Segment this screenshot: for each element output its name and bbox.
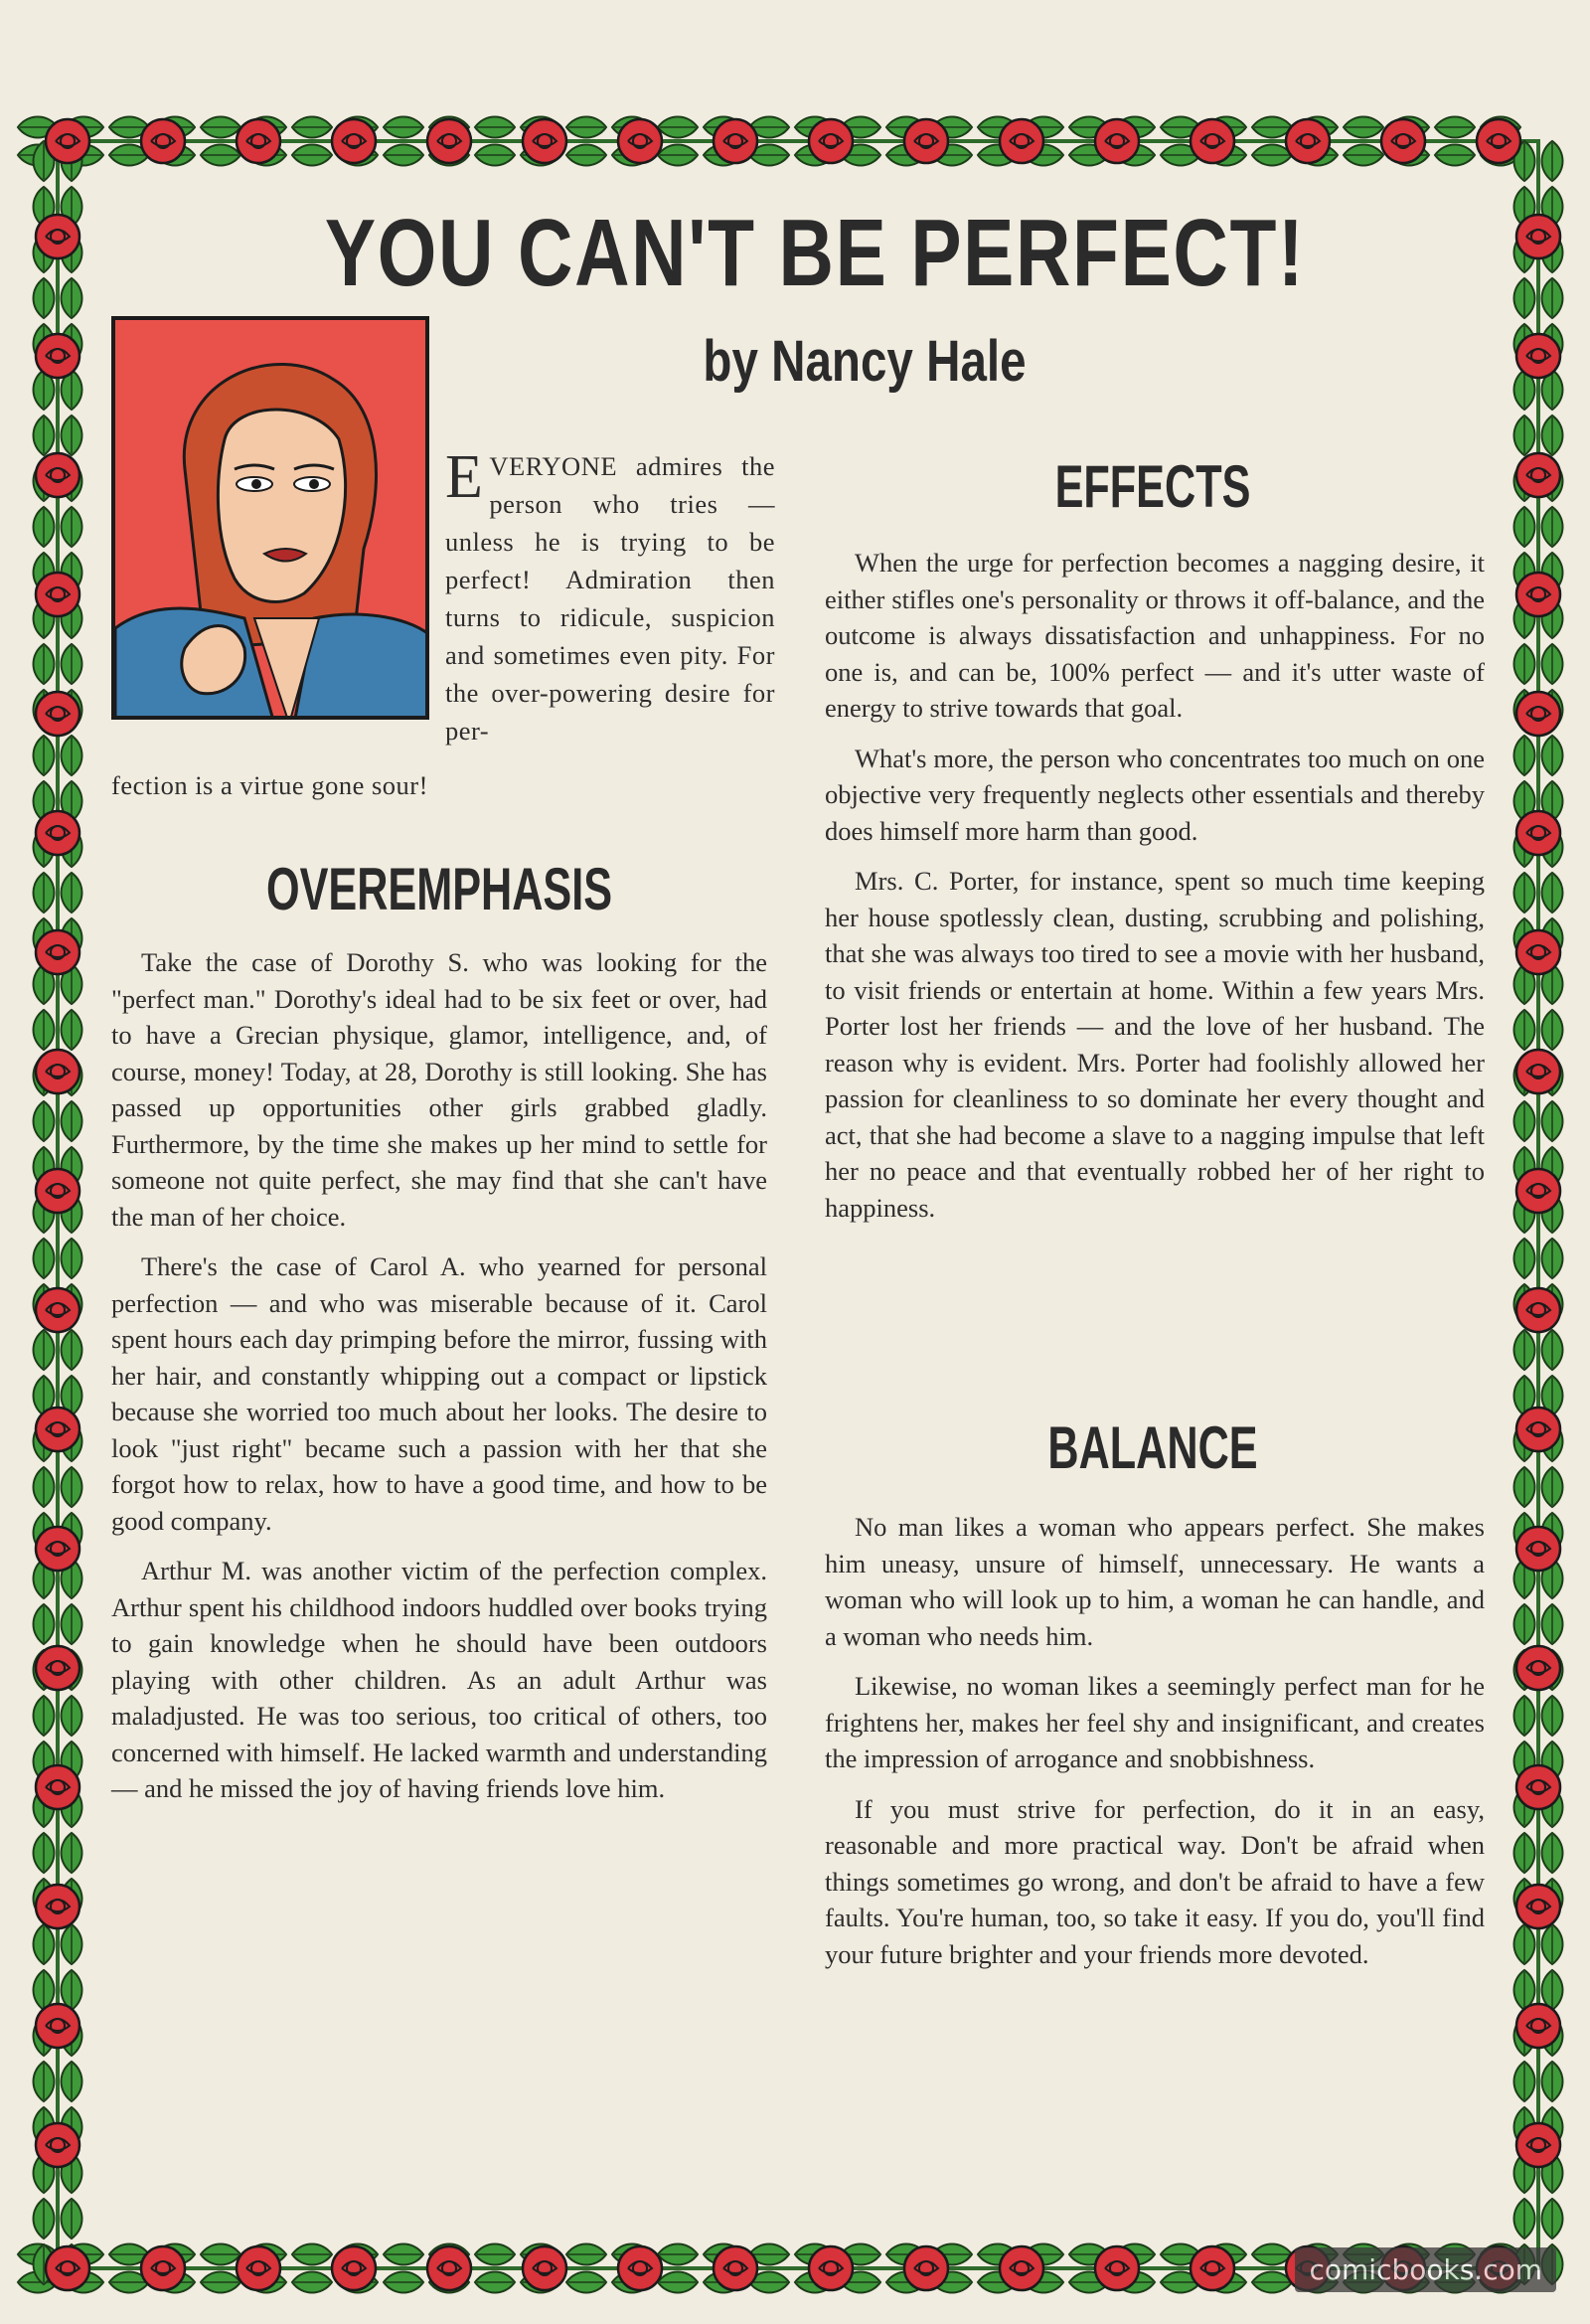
leaf	[1514, 873, 1535, 913]
leaf	[1542, 2199, 1563, 2239]
paragraph-balance-2: Likewise, no woman likes a seemingly perfect man for he frightens her, makes her feel shy and insignificant, and creates the impression of arrogance and snobbishness.	[825, 1671, 1485, 1773]
rose	[714, 119, 757, 163]
leaf	[62, 1604, 82, 1644]
rose	[1516, 1765, 1560, 1809]
rose	[36, 1169, 80, 1213]
rose	[1191, 2246, 1234, 2290]
leaf	[1514, 736, 1535, 775]
leaf	[566, 2244, 606, 2265]
rose	[523, 119, 566, 163]
leaf	[62, 736, 82, 775]
leaf	[1542, 1239, 1563, 1278]
leaf	[1542, 736, 1563, 775]
leaf	[62, 1239, 82, 1278]
leaf	[1542, 141, 1563, 181]
rose	[904, 119, 948, 163]
leaf	[1514, 1010, 1535, 1050]
leaf	[1514, 1696, 1535, 1736]
rose	[1516, 1050, 1560, 1093]
leaf	[34, 507, 55, 547]
rose	[1516, 692, 1560, 736]
leaf	[1435, 117, 1475, 138]
leaf	[1514, 1330, 1535, 1370]
leaf	[1542, 873, 1563, 913]
rose	[36, 453, 80, 497]
rose	[36, 1288, 80, 1332]
woman-portrait-illustration	[111, 316, 429, 720]
paragraph-effects-2: What's more, the person who concentrates too much on one objective very frequently neglects other essentials and thereby does himself more harm than good.	[825, 743, 1485, 846]
leaf	[658, 2244, 698, 2265]
rose	[1516, 2004, 1560, 2048]
paragraph-balance-3: If you must strive for perfection, do it in an easy, reasonable and more practical way. Don't be afraid when things sometimes go wrong, and don't be afraid to have a few faults. You're human, too, so take it easy. If you do, you'll find your future brighter and your friends more devoted.	[825, 1793, 1485, 1969]
leaf	[62, 278, 82, 318]
leaf	[34, 1833, 55, 1873]
paragraph-effects-1: When the urge for perfection becomes a nagging desire, it either stifles one's personality or throws it off-balance, and the outcome is always dissatisfaction and unhappiness. For no one is, and can be, 100% perfect — and it's utter waste of energy to strive towards that goal.	[825, 548, 1485, 723]
rose	[332, 119, 376, 163]
heading-effects: EFFECTS	[1054, 453, 1251, 520]
rose	[1516, 453, 1560, 497]
leaf	[34, 1101, 55, 1141]
intro-text: VERYONE admires the person who tries — unless he is trying to be perfect! Admiration then turns to ridicule, suspicion and sometimes even pity. For the over-powering desire for per-	[445, 451, 775, 746]
leaf	[658, 145, 698, 166]
leaf	[1542, 1101, 1563, 1141]
rose	[36, 1765, 80, 1809]
rose	[1477, 119, 1520, 163]
leaf	[658, 2272, 698, 2293]
leaf	[1542, 1604, 1563, 1644]
leaf	[292, 2244, 332, 2265]
rose	[618, 2246, 662, 2290]
rose	[427, 2246, 471, 2290]
leaf	[384, 2244, 423, 2265]
column-right-effects	[825, 545, 1485, 1240]
rose	[1095, 2246, 1139, 2290]
leaf	[34, 736, 55, 775]
leaf	[292, 2272, 332, 2293]
leaf	[62, 873, 82, 913]
rose	[1191, 119, 1234, 163]
rose	[237, 119, 280, 163]
leaf	[1542, 278, 1563, 318]
rose	[36, 1646, 80, 1690]
rose	[141, 2246, 185, 2290]
rose	[36, 811, 80, 855]
leaf	[475, 117, 515, 138]
rose	[714, 2246, 757, 2290]
leaf	[34, 1696, 55, 1736]
rose	[809, 119, 853, 163]
leaf	[1542, 1696, 1563, 1736]
paragraph-dorothy: Take the case of Dorothy S. who was looking for the "perfect man." Dorothy's ideal had to be six feet or over, had to have a Grecian physique, glamor, intelligence, and, of course, money! Today, at 28, Dorothy is still looking. She has passed up opportunities other girls grabbed gladly. Furthermore, by the time she makes up her mind to settle for someone not quite perfect, she may find that she can't have the man of her choice.	[111, 947, 767, 1232]
paragraph-porter: Mrs. C. Porter, for instance, spent so much time keeping her house spotlessly clean, dusting, scrubbing and polishing, that she was always too tired to see a movie with her husband, to visit friends or entertain at home. Within a few years Mrs. Porter lost her friends — and the love of her husband. The reason why is evident. Mrs. Porter had foolishly allowed her passion for cleanliness to so dominate her every thought and act, that she had become a slave to a nagging impulse that left her no peace and that eventually robbed her of her right to happiness.	[825, 866, 1485, 1223]
rose	[1516, 215, 1560, 258]
leaf	[62, 2062, 82, 2101]
leaf	[62, 644, 82, 684]
leaf	[1542, 415, 1563, 455]
rose	[332, 2246, 376, 2290]
column-right-balance	[825, 1509, 1485, 1986]
leaf	[1542, 644, 1563, 684]
leaf	[1514, 2062, 1535, 2101]
leaf	[34, 278, 55, 318]
rose	[1516, 1885, 1560, 1928]
leaf	[658, 117, 698, 138]
leaf	[1542, 1833, 1563, 1873]
rose	[618, 119, 662, 163]
leaf	[201, 117, 240, 138]
leaf	[34, 1924, 55, 1964]
leaf	[1542, 507, 1563, 547]
leaf	[1542, 1010, 1563, 1050]
rose	[36, 1527, 80, 1571]
leaf	[1435, 145, 1475, 166]
leaf	[62, 415, 82, 455]
rose	[36, 1050, 80, 1093]
leaf	[292, 117, 332, 138]
leaf	[1514, 1467, 1535, 1507]
leaf	[1514, 278, 1535, 318]
leaf	[475, 2272, 515, 2293]
leaf	[1542, 1924, 1563, 1964]
leaf	[566, 2272, 606, 2293]
rose	[1516, 1646, 1560, 1690]
rose	[1516, 1288, 1560, 1332]
leaf	[62, 1010, 82, 1050]
heading-balance: BALANCE	[1047, 1414, 1258, 1481]
rose	[1516, 573, 1560, 616]
rose	[1516, 334, 1560, 378]
rose	[1286, 119, 1330, 163]
rose	[36, 2004, 80, 2048]
rose	[36, 692, 80, 736]
rose	[1516, 811, 1560, 855]
rose	[1000, 119, 1043, 163]
leaf	[1514, 1833, 1535, 1873]
leaf	[34, 415, 55, 455]
rose	[36, 215, 80, 258]
leaf	[34, 1010, 55, 1050]
leaf	[566, 145, 606, 166]
rose	[1516, 1169, 1560, 1213]
leaf	[34, 644, 55, 684]
leaf	[34, 1604, 55, 1644]
leaf	[1514, 1101, 1535, 1141]
leaf	[384, 2272, 423, 2293]
leaf	[62, 1696, 82, 1736]
rose	[36, 2123, 80, 2167]
rose	[36, 1408, 80, 1451]
leaf	[62, 1924, 82, 1964]
leaf	[34, 873, 55, 913]
rose	[427, 119, 471, 163]
leaf	[34, 2062, 55, 2101]
rose	[46, 119, 89, 163]
leaf	[1514, 644, 1535, 684]
leaf	[201, 145, 240, 166]
leaf	[34, 1467, 55, 1507]
leaf	[1542, 1467, 1563, 1507]
rose	[523, 2246, 566, 2290]
rose	[1516, 1408, 1560, 1451]
leaf	[62, 1467, 82, 1507]
leaf	[1514, 415, 1535, 455]
leaf	[62, 507, 82, 547]
heading-overemphasis: OVEREMPHASIS	[265, 856, 613, 922]
leaf	[62, 2199, 82, 2239]
rose	[1516, 1527, 1560, 1571]
intro-paragraph	[445, 443, 775, 749]
leaf	[34, 2199, 55, 2239]
leaf	[62, 1833, 82, 1873]
paragraph-arthur: Arthur M. was another victim of the perfection complex. Arthur spent his childhood indoors huddled over books trying to gain knowledge when he should have been outdoors playing with other children. As an adult Arthur was maladjusted. He was too serious, too critical of others, too concerned with himself. He lacked warmth and understanding — and he missed the joy of having friends love him.	[111, 1556, 767, 1803]
rose	[904, 2246, 948, 2290]
leaf	[34, 1330, 55, 1370]
rose	[237, 2246, 280, 2290]
rose	[36, 1885, 80, 1928]
leaf	[1514, 1239, 1535, 1278]
article-title: YOU CAN'T BE PERFECT!	[324, 200, 1306, 306]
rose	[141, 119, 185, 163]
leaf	[475, 145, 515, 166]
paragraph-carol: There's the case of Carol A. who yearned for personal perfection — and who was miserable because of it. Carol spent hours each day primping before the mirror, fussing with her hair, and constantly whipping out a compact or lipstick because she worried too much about her looks. The desire to look "just right" became such a passion with her that she forgot how to relax, how to have a good time, and how to be good company.	[111, 1251, 767, 1536]
leaf	[384, 117, 423, 138]
leaf	[1514, 507, 1535, 547]
column-left	[111, 944, 767, 1821]
leaf	[1514, 1604, 1535, 1644]
leaf	[62, 1101, 82, 1141]
leaf	[1514, 2199, 1535, 2239]
rose	[46, 2246, 89, 2290]
article-byline: by Nancy Hale	[703, 329, 1027, 394]
leaf	[475, 2244, 515, 2265]
leaf	[201, 2244, 240, 2265]
rose	[36, 930, 80, 974]
site-watermark: comicbooks.com	[1295, 2247, 1556, 2292]
rose	[36, 573, 80, 616]
leaf	[62, 1330, 82, 1370]
rose	[1516, 930, 1560, 974]
leaf	[566, 117, 606, 138]
rose	[1381, 119, 1425, 163]
paragraph-balance-1: No man likes a woman who appears perfect. She makes him uneasy, unsure of himself, unnecessary. He wants a woman who will look up to him, a woman he can handle, and a woman who needs him.	[825, 1512, 1485, 1651]
leaf	[201, 2272, 240, 2293]
leaf	[1542, 1330, 1563, 1370]
leaf	[292, 145, 332, 166]
leaf	[1542, 2062, 1563, 2101]
rose	[1000, 2246, 1043, 2290]
leaf	[34, 1239, 55, 1278]
rose	[36, 334, 80, 378]
rose	[1516, 2123, 1560, 2167]
leaf	[1514, 1924, 1535, 1964]
leaf	[1344, 145, 1383, 166]
rose	[1095, 119, 1139, 163]
rose	[809, 2246, 853, 2290]
intro-tail: fection is a virtue gone sour!	[111, 770, 428, 800]
leaf	[1344, 117, 1383, 138]
drop-cap: E	[445, 443, 484, 511]
leaf	[384, 145, 423, 166]
